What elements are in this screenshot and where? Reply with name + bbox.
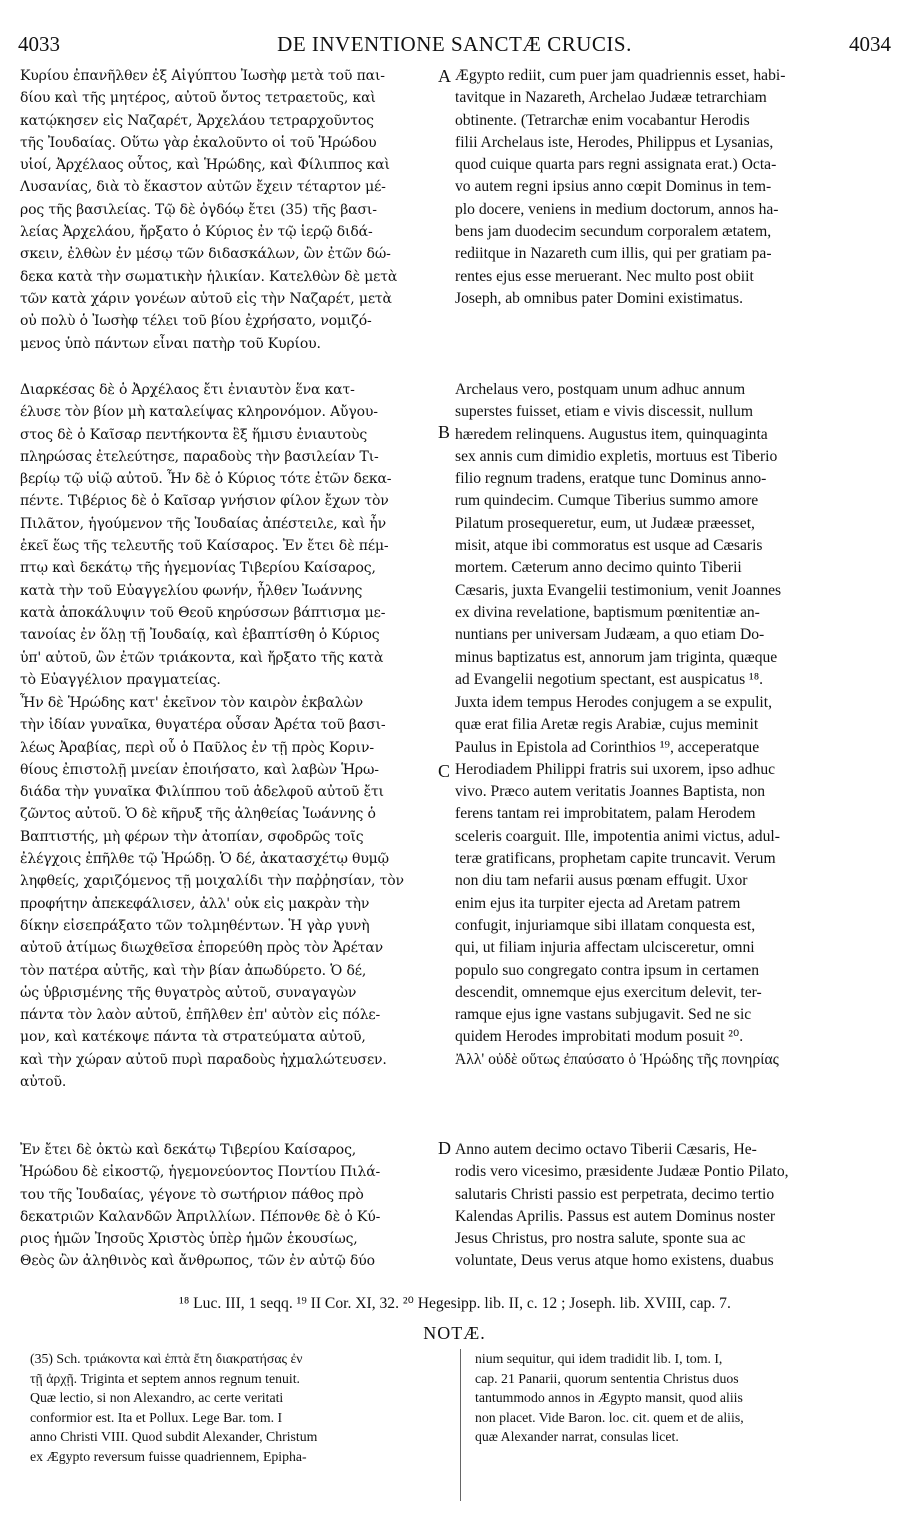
text-line: τῇ ἀρχῇ. Triginta et septem annos regnum tenuit. bbox=[30, 1370, 301, 1386]
text-line: nuntians per universam Judæam, a quo etiam Do- bbox=[455, 626, 765, 644]
text-line: confugit, injuriamque sibi illatam conquesta est, bbox=[455, 916, 756, 934]
text-line: rentes ejus esse meruerant. Nec multo post obiit bbox=[455, 267, 754, 285]
text-line: σκειν, ἐλθὼν ἐν μέσῳ τῶν διδασκάλων, ὢν ἐτῶν δώ- bbox=[20, 246, 391, 263]
greek-paragraph-4 bbox=[20, 1139, 460, 1273]
text-line: qui, ut filiam injuria affectam ulcisceretur, omni bbox=[455, 939, 755, 957]
text-line: διάδα τὴν γυναῖκα Φιλίππου τοῦ ἀδελφοῦ αὐτοῦ ἔτι bbox=[20, 784, 384, 801]
text-line: vivo. Præco autem veritatis Joannes Baptista, non bbox=[455, 783, 766, 801]
greek-paragraph-3 bbox=[20, 692, 460, 1093]
text-line: κατὰ ἀποκάλυψιν τοῦ Θεοῦ κηρύσσων βάπτισμα με- bbox=[20, 604, 386, 621]
text-line: tavitque in Nazareth, Archelao Judææ tetrarchiam bbox=[455, 89, 767, 107]
text-line: cap. 21 Panarii, quorum sententia Christus duos bbox=[475, 1370, 739, 1386]
text-line: teræ gratificans, prophetam capite truncavit. Verum bbox=[455, 850, 776, 868]
page-number-right: 4034 bbox=[849, 32, 891, 56]
text-line: τῆς Ἰουδαίας. Οὕτω γὰρ ἐκαλοῦντο οἱ τοῦ Ἡρώδου bbox=[20, 134, 377, 151]
text-line: Herodiadem Philippi fratris sui uxorem, ipso adhuc bbox=[455, 760, 776, 778]
text-line: salutaris Christi passio est perpetrata, decimo tertio bbox=[455, 1185, 775, 1203]
text-line: ex divina revelatione, baptismum pœnitentiæ an- bbox=[455, 603, 760, 621]
text-line: Ægypto rediit, cum puer jam quadriennis esset, habi- bbox=[455, 67, 786, 84]
text-line: ad Evangelii negotium spectant, est auspicatus ¹⁸. bbox=[455, 670, 764, 688]
text-line: ρος τῆς βασιλείας. Τῷ δὲ ὀγδόῳ ἔτει (35) τῆς βασι- bbox=[20, 201, 377, 218]
text-line: καὶ τὴν χώραν αὐτοῦ πυρὶ παραδοὺς ἠχμαλώτευσεν. bbox=[20, 1051, 387, 1068]
section-marker-d: D bbox=[438, 1138, 451, 1158]
text-line: Quæ lectio, si non Alexandro, ac certe veritati bbox=[30, 1390, 284, 1406]
text-line: nium sequitur, qui idem tradidit lib. I, tom. I, bbox=[475, 1351, 723, 1366]
notes-left-column bbox=[30, 1349, 317, 1467]
text-line: Joseph, ab omnibus pater Domini existimatus. bbox=[455, 289, 744, 307]
text-line: υἱοί, Ἀρχέλαος οὗτος, καὶ Ἡρώδης, καὶ Φίλιππος καὶ bbox=[20, 157, 390, 174]
page-number-left: 4033 bbox=[18, 32, 60, 56]
text-line: filio regnum tradens, eratque tunc Dominus anno- bbox=[455, 470, 767, 488]
text-line: Ἦν δὲ Ἡρώδης κατ' ἐκεῖνον τὸν καιρὸν ἐκβαλὼν bbox=[20, 695, 363, 711]
text-line: Λυσανίας, διὰ τὸ ἕκαστον αὐτῶν ἔχειν τέταρτον μέ- bbox=[20, 179, 386, 196]
text-line: κατὰ τὴν τοῦ Εὐαγγελίου φωνήν, ἦλθεν Ἰωάννης bbox=[20, 582, 363, 599]
text-line: Ἀλλ' οὐδὲ οὕτως ἐπαύσατο ὁ Ἡρώδης τῆς πονηρίας bbox=[455, 1050, 779, 1068]
text-line: βερίῳ τῷ υἱῷ αὐτοῦ. Ἦν δὲ ὁ Κύριος τότε ἐτῶν δεκα- bbox=[20, 471, 392, 488]
text-line: αὐτοῦ ἀτίμως διωχθεῖσα ἐπορεύθη πρὸς τὸν Ἀρέταν bbox=[20, 940, 383, 957]
text-line: quod cuique quarta pars regni assignata erat.) Octa- bbox=[455, 156, 777, 174]
text-line: Archelaus vero, postquam unum adhuc annum bbox=[455, 381, 746, 398]
text-line: οὐ πολὺ ὁ Ἰωσὴφ τέλει τοῦ βίου ἐχρήσατο, νομιζό- bbox=[20, 313, 372, 330]
text-line: non placet. Vide Baron. loc. cit. quem et de aliis, bbox=[475, 1409, 744, 1425]
text-line: μενος ὑπὸ πάντων εἶναι πατὴρ τοῦ Κυρίου. bbox=[20, 335, 321, 352]
text-line: voluntate, Deus verus atque homo existens, duabus bbox=[455, 1252, 774, 1270]
text-line: λείας Ἀρχελάου, ἤρξατο ὁ Κύριος ἐν τῷ ἱερῷ διδά- bbox=[20, 224, 373, 241]
text-line: τὴν ἰδίαν γυναῖκα, θυγατέρα οὖσαν Ἀρέτα τοῦ βασι- bbox=[20, 717, 386, 734]
text-line: quæ Alexander narrat, consulas licet. bbox=[475, 1429, 679, 1445]
text-line: bens jam duodecim secundum corporalem ætatem, bbox=[455, 223, 772, 241]
text-line: sex annis cum dimidio expletis, mortuus est Tiberio bbox=[455, 447, 778, 465]
text-line: πτῳ καὶ δεκάτῳ τῆς ἡγεμονίας Τιβερίου Καίσαρος, bbox=[20, 560, 376, 577]
text-line: Διαρκέσας δὲ ὁ Ἀρχέλαος ἔτι ἐνιαυτὸν ἕνα κατ- bbox=[20, 382, 355, 398]
text-line: ὡς ὑβρισμένης τῆς θυγατρὸς αὐτοῦ, συναγαγὼν bbox=[20, 984, 357, 1001]
text-line: (35) Sch. τριάκοντα καὶ ἑπτὰ ἔτη διακρατήσας ἐν bbox=[30, 1351, 303, 1366]
text-line: τανοίας ἐν ὅλῃ τῇ Ἰουδαίᾳ, καὶ ἐβαπτίσθη ὁ Κύριος bbox=[20, 627, 380, 644]
text-line: Κυρίου ἐπανῆλθεν ἐξ Αἰγύπτου Ἰωσὴφ μετὰ τοῦ παι- bbox=[20, 68, 385, 84]
text-line: superstes fuisset, etiam e vivis discessit, nullum bbox=[455, 403, 753, 421]
latin-paragraph-1 bbox=[455, 65, 895, 310]
text-line: δεκα κατὰ τὴν σωματικὴν ἡλικίαν. Κατελθὼν δὲ μετὰ bbox=[20, 268, 398, 285]
text-line: τὸ Εὐαγγέλιον πραγματείας. bbox=[20, 671, 221, 688]
text-line: ζῶντος αὐτοῦ. Ὁ δὲ κῆρυξ τῆς ἀληθείας Ἰωάννης ὁ bbox=[20, 806, 376, 823]
text-line: sceleris coarguit. Ille, impotentia animi victus, adul- bbox=[455, 827, 780, 845]
text-line: rediitque in Nazareth cum illis, qui per gratiam pa- bbox=[455, 245, 772, 263]
text-line: προφήτην ἀπεκεφάλισεν, ἀλλ' οὐκ εἰς μακρὰν τὴν bbox=[20, 895, 370, 912]
text-line: quæ erat filia Aretæ regis Arabiæ, cujus meminit bbox=[455, 716, 759, 734]
page-title: DE INVENTIONE SANCTÆ CRUCIS. bbox=[277, 32, 632, 56]
text-line: δεκατριῶν Καλανδῶν Ἀπριλλίων. Πέπονθε δὲ ὁ Κύ- bbox=[20, 1208, 381, 1225]
text-line: ἐλέγχοις ἐπῆλθε τῷ Ἡρώδῃ. Ὁ δέ, ἀκατασχέτῳ θυμῷ bbox=[20, 851, 389, 868]
text-line: populo suo congregato contra ipsum in certamen bbox=[455, 961, 759, 979]
text-line: του τῆς Ἰουδαίας, γέγονε τὸ σωτήριον πάθος πρὸ bbox=[20, 1186, 364, 1203]
text-line: obtinente. (Tetrarchæ enim vocabantur Herodis bbox=[455, 111, 750, 129]
text-line: ex Ægypto reversum fuisse quadriennem, Epipha- bbox=[30, 1448, 307, 1464]
text-line: descendit, omnemque ejus exercitum delevit, ter- bbox=[455, 983, 762, 1001]
greek-paragraph-1 bbox=[20, 65, 460, 355]
latin-paragraph-2 bbox=[455, 379, 895, 691]
notes-column-divider bbox=[460, 1349, 461, 1501]
text-line: ριος ἡμῶν Ἰησοῦς Χριστὸς ὑπὲρ ἡμῶν ἑκουσίως, bbox=[20, 1231, 358, 1248]
text-line: Πιλᾶτον, ἡγούμενον τῆς Ἰουδαίας ἀπέστειλε, καὶ ἦν bbox=[20, 515, 387, 532]
text-line: Jesus Christus, pro nostra salute, sponte sua ac bbox=[455, 1230, 746, 1248]
text-line: ληφθείς, χαριζόμενος τῇ μοιχαλίδι τὴν παῤῥησίαν, τὸν bbox=[20, 873, 404, 890]
text-line: non diu tam nefarii ausus pœnam effugit. Uxor bbox=[455, 872, 748, 890]
text-line: έλυσε τὸν βίον μὴ καταλείψας κληρονόμον. Αὔγου- bbox=[20, 404, 378, 421]
notae-heading: NOTÆ. bbox=[423, 1323, 486, 1343]
text-line: ramque ejus igne vastans subjugavit. Sed ne sic bbox=[455, 1006, 752, 1024]
section-marker-b: B bbox=[438, 422, 451, 442]
text-line: κατῴκησεν εἰς Ναζαρέτ, Ἀρχελάου τετραρχοῦντος bbox=[20, 112, 374, 129]
text-line: τῶν κατὰ χάριν γονέων αὐτοῦ εἰς τὴν Ναζαρέτ, μετὰ bbox=[20, 290, 392, 307]
text-line: minus baptizatus est, annorum jam triginta, quæque bbox=[455, 648, 778, 666]
text-line: δίκην εἰσεπράξατο τῶν τολμηθέντων. Ἡ γὰρ γυνὴ bbox=[20, 917, 370, 934]
text-line: plo docere, veniens in medium doctorum, annos ha- bbox=[455, 200, 779, 218]
latin-paragraph-4 bbox=[455, 1139, 895, 1273]
text-line: αὐτοῦ. bbox=[20, 1074, 67, 1091]
text-line: στος δὲ ὁ Καῖσαρ πεντήκοντα ἓξ ἥμισυ ἐνιαυτοὺς bbox=[20, 426, 368, 443]
text-line: Βαπτιστής, μὴ φέρων τὴν ἀτοπίαν, σφοδρῶς τοῖς bbox=[20, 828, 364, 845]
text-line: quidem Herodes improbitati modum posuit ²⁰. bbox=[455, 1028, 744, 1046]
footnotes: ¹⁸ Luc. III, 1 seqq. ¹⁹ II Cor. XI, 32. ²⁰ Hegesipp. lib. II, c. 12 ; Joseph. lib. XVIII, cap. 7. bbox=[179, 1295, 731, 1312]
section-marker-c: C bbox=[438, 761, 451, 781]
text-line: enim ejus ita turpiter ejecta ad Aretam patrem bbox=[455, 894, 741, 912]
text-line: Ἡρώδου δὲ εἰκοστῷ, ἡγεμονεύοντος Ποντίου Πιλά- bbox=[20, 1164, 381, 1181]
text-line: Ἐν ἔτει δὲ ὀκτὼ καὶ δεκάτῳ Τιβερίου Καίσαρος, bbox=[20, 1142, 357, 1158]
text-line: λέως Ἀραβίας, περὶ οὗ ὁ Παῦλος ἐν τῇ πρὸς Κοριν- bbox=[20, 739, 374, 756]
text-line: hæredem relinquens. Augustus item, quinquaginta bbox=[455, 425, 768, 443]
text-line: filii Archelaus iste, Herodes, Philippus et Lysanias, bbox=[455, 133, 774, 151]
text-line: Cæsaris, juxta Evangelii testimonium, venit Joannes bbox=[455, 581, 782, 599]
text-line: Juxta idem tempus Herodes conjugem a se expulit, bbox=[455, 694, 772, 711]
running-header bbox=[18, 32, 891, 64]
text-line: conformior est. Ita et Pollux. Lege Bar. tom. I bbox=[30, 1409, 283, 1425]
text-line: misit, atque ibi commoratus est usque ad Cæsaris bbox=[455, 537, 763, 555]
notes-right-column bbox=[475, 1349, 744, 1447]
section-marker-a: A bbox=[438, 66, 451, 86]
text-line: θίους ἐπιστολῇ μνείαν ἐποιήσατο, καὶ λαβὼν Ἡρω- bbox=[20, 761, 379, 778]
text-line: ὑπ' αὐτοῦ, ὢν ἐτῶν τριάκοντα, καὶ ἤρξατο τῆς κατὰ bbox=[20, 649, 384, 666]
text-line: πληρώσας ἐτελεύτησε, παραδοὺς τὴν βασιλείαν Τι- bbox=[20, 448, 379, 465]
text-line: τὸν πατέρα αὐτῆς, καὶ τὴν βίαν ἀπωδύρετο. Ὁ δέ, bbox=[20, 962, 367, 979]
text-line: rum quindecim. Cumque Tiberius summo amore bbox=[455, 492, 759, 510]
text-line: Pilatum prosequeretur, eum, ut Judææ præesset, bbox=[455, 514, 755, 532]
text-line: mortem. Cæterum anno decimo quinto Tiberii bbox=[455, 559, 742, 577]
text-line: ἐκεῖ ἕως τῆς τελευτῆς τοῦ Καίσαρος. Ἐν ἔτει δὲ πέμ- bbox=[20, 538, 389, 555]
text-line: Anno autem decimo octavo Tiberii Cæsaris, He- bbox=[455, 1141, 757, 1158]
text-line: tantummodo annos in Ægypto mansit, quod aliis bbox=[475, 1390, 743, 1406]
greek-paragraph-2 bbox=[20, 379, 460, 691]
text-line: rodis vero vicesimo, præsidente Judææ Pontio Pilato, bbox=[455, 1163, 789, 1181]
text-line: Kalendas Aprilis. Passus est autem Dominus noster bbox=[455, 1207, 776, 1225]
text-line: Θεὸς ὢν ἀληθινὸς καὶ ἄνθρωπος, τῶν ἐν αὐτῷ δύο bbox=[20, 1253, 375, 1270]
text-line: vo autem regni ipsius anno cœpit Dominus in tem- bbox=[455, 178, 772, 196]
text-line: δίου καὶ τῆς μητέρος, αὐτοῦ ὄντος τετραετοῦς, καὶ bbox=[20, 90, 376, 107]
text-line: ferens tantam rei improbitatem, palam Herodem bbox=[455, 805, 756, 823]
text-line: πάντα τὸν λαὸν αὐτοῦ, ἐπῆλθεν ἐπ' αὐτὸν εἰς πόλε- bbox=[20, 1007, 381, 1024]
latin-paragraph-3 bbox=[455, 692, 895, 1071]
text-line: πέντε. Τιβέριος δὲ ὁ Καῖσαρ γνήσιον φίλον ἔχων τὸν bbox=[20, 493, 389, 510]
text-line: Paulus in Epistola ad Corinthios ¹⁹, acceperatque bbox=[455, 738, 760, 756]
text-line: μον, καὶ κατέκοψε πάντα τὰ στρατεύματα αὐτοῦ, bbox=[20, 1029, 366, 1046]
text-line: anno Christi VIII. Quod subdit Alexander, Christum bbox=[30, 1429, 318, 1445]
